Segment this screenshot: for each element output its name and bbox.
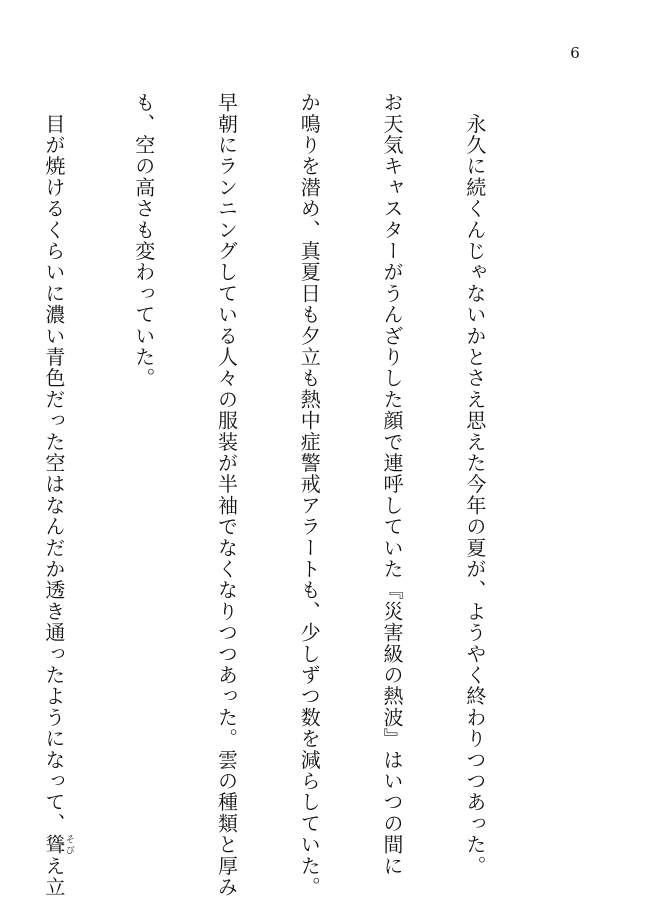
text-fragment: え立 xyxy=(41,855,66,898)
text-line: も、空の高さも変わっていた。 xyxy=(131,92,156,389)
text-line: お天気キャスターがうんざりした顔で連呼していた『災害級の熱波』はいつの間に xyxy=(380,92,405,877)
text-line: 永久に続くんじゃないかとさえ思えた今年の夏が、ようやく終わりつつあった。 xyxy=(462,92,487,877)
text-line: か鳴りを潜め、真夏日も夕立も熱中症警戒アラートも、少しずつ数を減らしていた。 xyxy=(297,92,322,898)
ruby-annotation xyxy=(41,834,74,856)
body-text xyxy=(0,92,543,898)
page-number: 6 xyxy=(570,44,580,62)
ruby-base: 聳 xyxy=(41,834,66,856)
text-line: 目が焼けるくらいに濃い青色だった空はなんだか透き通ったようになって、聳そびえ立 xyxy=(41,92,74,898)
ruby-reading: そび xyxy=(63,834,74,856)
text-line: 早朝にランニングしている人々の服装が半袖でなくなりつつあった。雲の種類と厚み xyxy=(214,92,239,898)
